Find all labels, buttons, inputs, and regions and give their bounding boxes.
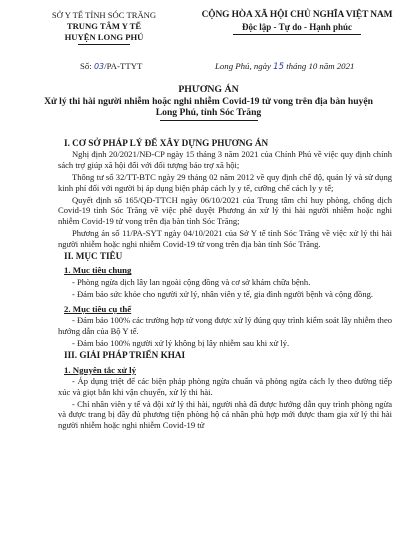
- subheading-principles: [64, 365, 392, 375]
- subheading-text: 1. Mục tiêu chung: [64, 265, 132, 276]
- place-prefix: Long Phú, ngày: [215, 61, 271, 71]
- subheading-text: 1. Nguyên tắc xử lý: [64, 364, 136, 375]
- issuer-district: HUYỆN LONG PHÚ: [64, 32, 144, 42]
- paragraph: Nghị định 20/2021/NĐ-CP ngày 15 tháng 3 năm 2021 của Chính Phủ về việc quy định chính sách trợ giúp xã hội đối với đối tượng bảo trợ xã hội;: [58, 149, 392, 170]
- document-title: [0, 84, 417, 121]
- issuer-block: [38, 10, 170, 45]
- title-subject: Xử lý thi hài người nhiễm hoặc nghi nhiễm Covid-19 tử vong trên địa bàn huyện Long Phú, tỉnh Sóc Trăng: [44, 96, 373, 118]
- document-number: [80, 61, 142, 71]
- motto: Độc lập - Tự do - Hạnh phúc: [241, 22, 352, 32]
- subheading-general-objective: [64, 265, 392, 275]
- issuer-parent: SỞ Y TẾ TỈNH SÓC TRĂNG: [51, 10, 157, 20]
- title-rule: [160, 120, 258, 121]
- paragraph: - Đảm bảo sức khỏe cho người xử lý, nhân viên y tế, gia đình người bệnh và cộng đồng.: [72, 289, 374, 300]
- place-day-handwritten: 15: [273, 62, 284, 72]
- paragraph: - Phòng ngừa dịch lây lan ngoài cộng đồng và cơ sở khám chữa bệnh.: [72, 276, 311, 287]
- section-heading-solutions: III. GIẢI PHÁP TRIỂN KHAI: [64, 350, 186, 361]
- place-date: [215, 61, 354, 72]
- paragraph: - Áp dụng triệt để các biện pháp phòng ngừa chuẩn và phòng ngừa cách ly theo đường tiếp xúc và giọt bắn khi vận chuyển, xử lý thi hài.: [58, 376, 392, 397]
- paragraph: Quyết định số 165/QĐ-TTCH ngày 06/10/2021 của Trung tâm chỉ huy phòng, chống dịch Covid-19 tỉnh Sóc Trăng về việc phê duyệt Phương án xử lý thi hài người nhiễm hoặc nghi nhiễm Covid-19 tử vong trên địa bàn tỉnh Sóc Trăng;: [58, 195, 392, 226]
- docno-suffix: /PA-TTYT: [104, 61, 143, 71]
- section-heading-legal-basis: I. CƠ SỞ PHÁP LÝ ĐỂ XÂY DỰNG PHƯƠNG ÁN: [64, 138, 269, 148]
- paragraph: - Chỉ nhân viên y tế và đội xử lý thi hài, người nhà đã được hướng dẫn quy trình phòng ngừa và được trang bị đầy đủ phương tiện phòng hộ cá nhân phù hợp mới được tham gia xử lý thi hài người nhiễm hoặc nghi nhiễm Covid-19 tử: [58, 398, 392, 430]
- paragraph: Phương án số 11/PA-SYT ngày 04/10/2021 của Sở Y tế tỉnh Sóc Trăng về việc xử lý thi hài người nhiễm hoặc nghi nhiễm Covid-19 tử vong trên địa bàn tỉnh Sóc Trăng.: [58, 228, 392, 249]
- motto-rule: [233, 34, 361, 35]
- issuer-name: TRUNG TÂM Y TẾ: [66, 21, 142, 31]
- paragraph: - Đảm bảo 100% người xử lý không bị lây nhiễm sau khi xử lý.: [72, 337, 290, 348]
- docno-handwritten: 03: [93, 62, 105, 71]
- title-kind: PHƯƠNG ÁN: [178, 84, 239, 95]
- section-heading-objectives: II. MỤC TIÊU: [64, 251, 123, 262]
- docno-prefix: Số:: [80, 61, 92, 71]
- paragraph: Thông tư số 32/TT-BTC ngày 29 tháng 02 năm 2012 về quy định chế độ, quản lý và sử dụng kinh phí đối với người bị áp dụng biện pháp cách ly y tế, cưỡng chế cách ly y tế;: [58, 172, 392, 193]
- national-motto-block: [186, 10, 408, 35]
- issuer-rule: [78, 44, 130, 45]
- paragraph: - Đảm bảo 100% các trường hợp tử vong được xử lý đúng quy trình kiểm soát lây nhiễm theo hướng dẫn của Bộ Y tế.: [58, 315, 393, 336]
- document-body: [58, 138, 392, 432]
- place-suffix: tháng 10 năm 2021: [286, 61, 355, 71]
- subheading-specific-objective: [64, 304, 392, 314]
- subheading-text: 2. Mục tiêu cụ thể: [64, 303, 132, 314]
- country-name: CỘNG HÒA XÃ HỘI CHỦ NGHĨA VIỆT NAM: [201, 10, 393, 20]
